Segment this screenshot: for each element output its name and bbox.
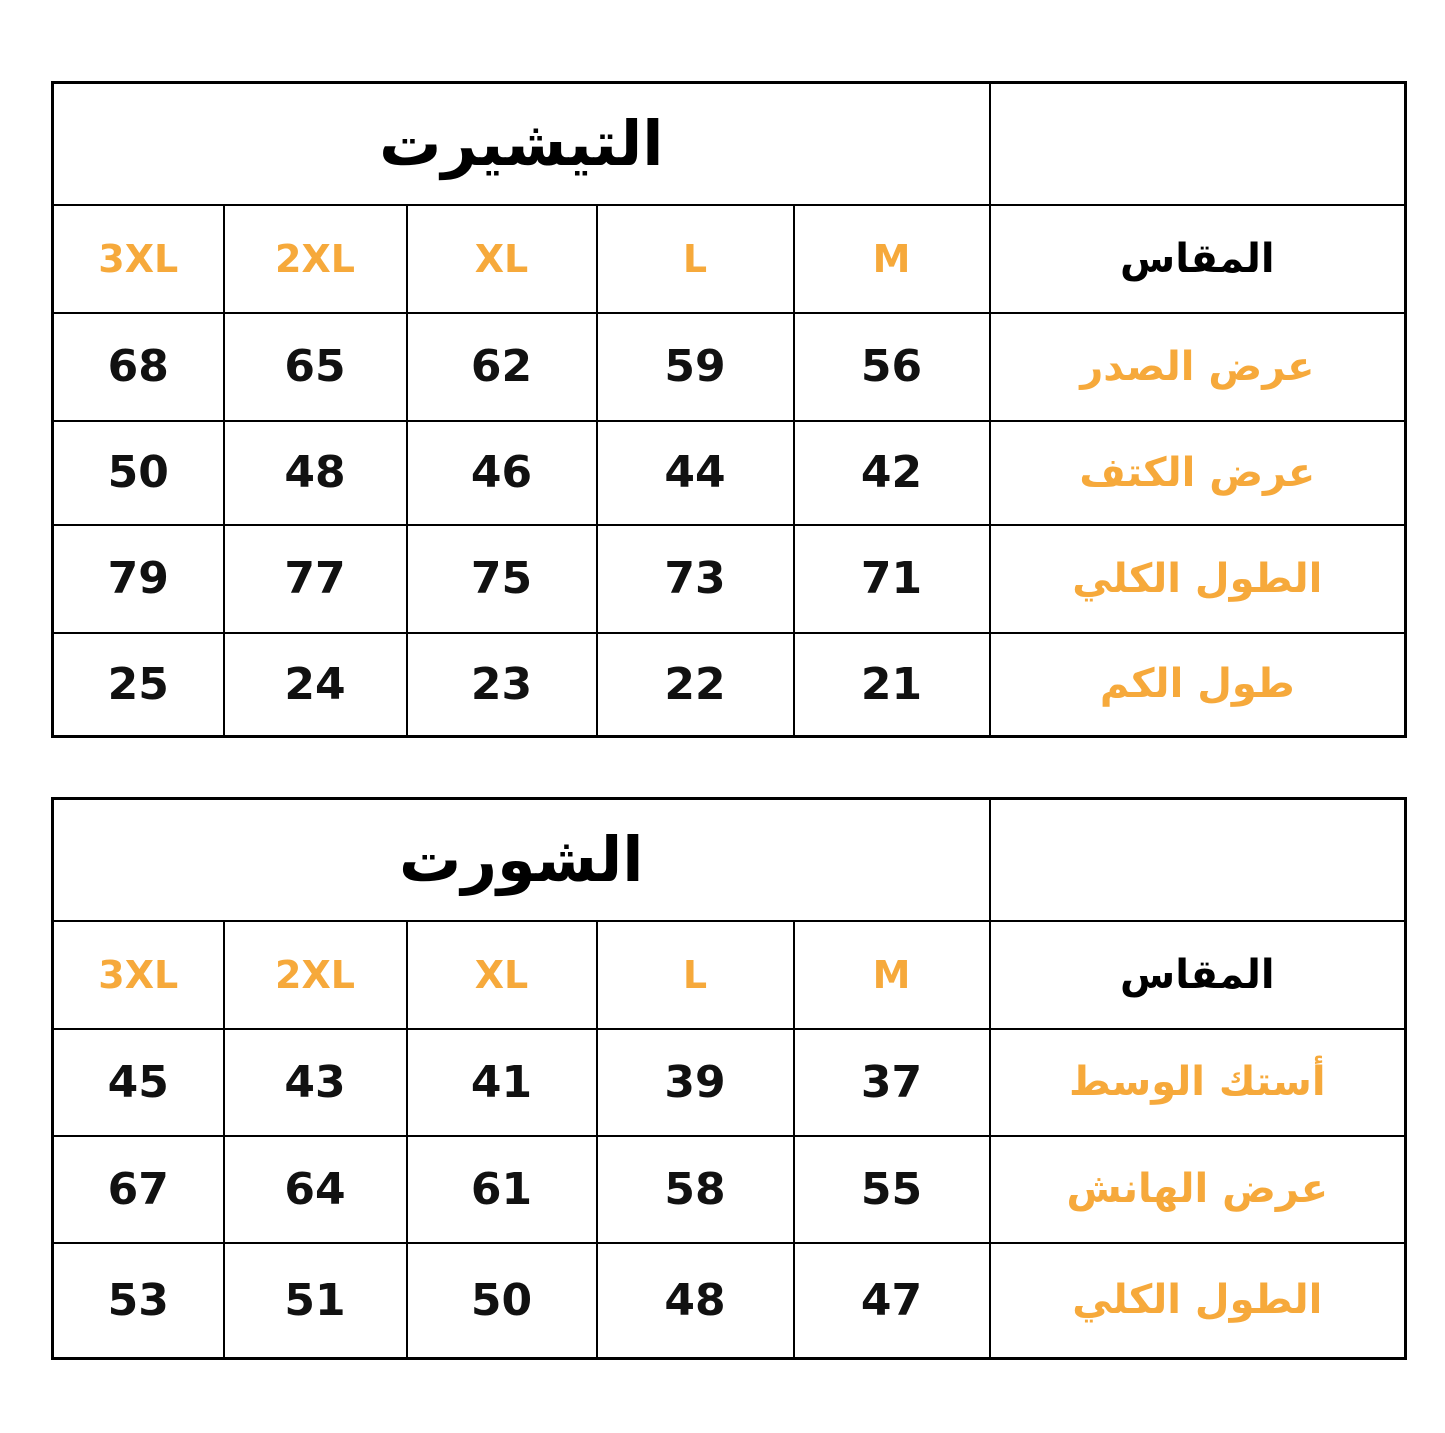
- table-title-row: [53, 83, 1406, 205]
- value-cell: 79: [53, 525, 224, 633]
- size-l: L: [597, 921, 794, 1029]
- table-title-row: [53, 799, 1406, 921]
- table-row: [53, 525, 1406, 633]
- value-cell: 75: [407, 525, 597, 633]
- value-cell: 48: [224, 421, 407, 525]
- table-row: [53, 633, 1406, 737]
- value-cell: 51: [224, 1243, 407, 1359]
- row-label: الطول الكلي: [990, 525, 1406, 633]
- table-row: [53, 1243, 1406, 1359]
- value-cell: 23: [407, 633, 597, 737]
- shorts-title: الشورت: [53, 799, 990, 921]
- value-cell: 41: [407, 1029, 597, 1136]
- value-cell: 73: [597, 525, 794, 633]
- value-cell: 67: [53, 1136, 224, 1243]
- table-row: [53, 421, 1406, 525]
- shorts-size-table: [51, 797, 1407, 1360]
- empty-corner-cell: [990, 799, 1406, 921]
- size-label: المقاس: [990, 921, 1406, 1029]
- empty-corner-cell: [990, 83, 1406, 205]
- value-cell: 25: [53, 633, 224, 737]
- row-label: عرض الكتف: [990, 421, 1406, 525]
- value-cell: 44: [597, 421, 794, 525]
- tshirt-size-table: [51, 81, 1407, 738]
- size-3xl: 3XL: [53, 205, 224, 313]
- row-label: عرض الهانش: [990, 1136, 1406, 1243]
- value-cell: 71: [794, 525, 990, 633]
- row-label: الطول الكلي: [990, 1243, 1406, 1359]
- row-label: أستك الوسط: [990, 1029, 1406, 1136]
- value-cell: 43: [224, 1029, 407, 1136]
- size-l: L: [597, 205, 794, 313]
- value-cell: 77: [224, 525, 407, 633]
- value-cell: 68: [53, 313, 224, 421]
- value-cell: 58: [597, 1136, 794, 1243]
- value-cell: 22: [597, 633, 794, 737]
- value-cell: 37: [794, 1029, 990, 1136]
- value-cell: 55: [794, 1136, 990, 1243]
- size-label: المقاس: [990, 205, 1406, 313]
- value-cell: 21: [794, 633, 990, 737]
- value-cell: 42: [794, 421, 990, 525]
- value-cell: 46: [407, 421, 597, 525]
- value-cell: 64: [224, 1136, 407, 1243]
- size-xl: XL: [407, 205, 597, 313]
- size-2xl: 2XL: [224, 921, 407, 1029]
- value-cell: 50: [407, 1243, 597, 1359]
- value-cell: 50: [53, 421, 224, 525]
- value-cell: 65: [224, 313, 407, 421]
- size-xl: XL: [407, 921, 597, 1029]
- value-cell: 61: [407, 1136, 597, 1243]
- value-cell: 48: [597, 1243, 794, 1359]
- value-cell: 47: [794, 1243, 990, 1359]
- table-row: [53, 1136, 1406, 1243]
- value-cell: 45: [53, 1029, 224, 1136]
- size-2xl: 2XL: [224, 205, 407, 313]
- row-label: طول الكم: [990, 633, 1406, 737]
- size-m: M: [794, 205, 990, 313]
- tshirt-title: التيشيرت: [53, 83, 990, 205]
- size-header-row: [53, 921, 1406, 1029]
- size-m: M: [794, 921, 990, 1029]
- size-header-row: [53, 205, 1406, 313]
- table-row: [53, 1029, 1406, 1136]
- size-3xl: 3XL: [53, 921, 224, 1029]
- value-cell: 56: [794, 313, 990, 421]
- value-cell: 53: [53, 1243, 224, 1359]
- table-row: [53, 313, 1406, 421]
- value-cell: 59: [597, 313, 794, 421]
- row-label: عرض الصدر: [990, 313, 1406, 421]
- value-cell: 62: [407, 313, 597, 421]
- value-cell: 24: [224, 633, 407, 737]
- value-cell: 39: [597, 1029, 794, 1136]
